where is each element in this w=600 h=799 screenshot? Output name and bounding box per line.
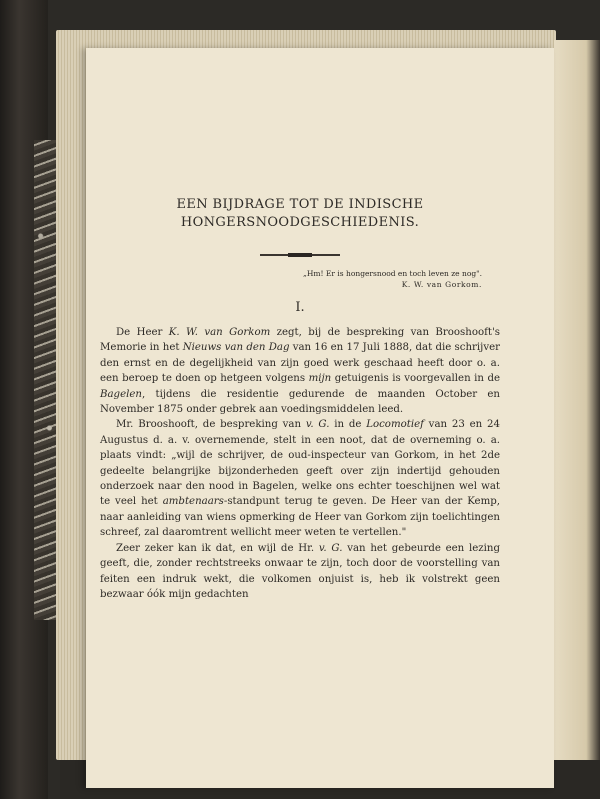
text-run: getuigenis is voorgevallen in de xyxy=(331,373,500,385)
italic-run: Bagelen xyxy=(100,388,142,400)
italic-run: K. W. van Gorkom xyxy=(168,327,271,338)
paragraph xyxy=(100,325,500,417)
epigraph-quote: „Hm! Er is hongersnood en toch leven ze nog". xyxy=(303,269,482,278)
epigraph-author: K. W. van Gorkom. xyxy=(401,280,482,289)
page-content xyxy=(100,196,500,602)
marbled-cover-edge xyxy=(34,140,56,620)
text-run: , tijdens die residentie gedurende de maanden October en November 1875 onder gebrek aan voedingsmiddelen leed. xyxy=(100,388,500,416)
paragraph xyxy=(100,541,500,603)
title-line-2: HONGERSNOODGESCHIEDENIS. xyxy=(180,215,420,230)
title-divider xyxy=(260,254,340,256)
text-run: Zeer zeker kan ik dat, en wijl de Hr. xyxy=(116,542,319,554)
epigraph xyxy=(100,268,482,290)
title-line-1: EEN BIJDRAGE TOT DE INDISCHE xyxy=(176,197,424,212)
italic-run: v. G. xyxy=(318,542,343,554)
text-run: zegt, bij de bespreking van Brooshooft's Memorie in het xyxy=(100,327,500,354)
italic-run: Nieuws van den Dag xyxy=(182,342,290,354)
text-run: De Heer xyxy=(116,327,169,338)
text-run: in de xyxy=(329,419,367,431)
italic-run: Locomotief xyxy=(366,419,424,431)
italic-run: mijn xyxy=(308,373,332,385)
article-body xyxy=(100,325,500,602)
text-run: van het gebeurde een lezing geeft, die, zonder rechtstreeks onwaar te zijn, toch door de voorstelling van feiten een indruk wekt, die volkomen onjuist is, heb ik volstrekt geen bezwaar óók mijn gedachten xyxy=(100,542,500,600)
paragraph xyxy=(100,417,500,540)
text-run: Mr. Brooshooft, de bespreking van xyxy=(116,419,306,431)
section-number: I. xyxy=(295,300,305,315)
facing-page-edge xyxy=(554,40,600,760)
italic-run: ambtenaars xyxy=(162,496,224,508)
text-run: -standpunt terug te geven. De Heer van der Kemp, naar aanleiding van wiens opmerking de Heer van Gorkom zijn toelichtingen schreef, zal daaromtrent wellicht meer weten te vertellen." xyxy=(100,496,500,539)
italic-run: v. G. xyxy=(305,419,330,431)
article-title xyxy=(100,196,500,232)
text-run: van 16 en 17 Juli 1888, dat die schrijver den ernst en de degelijkheid van zijn goed werk geschaad heeft door o. a. een beroep te doen op hetgeen volgens xyxy=(100,342,500,385)
text-run: van 23 en 24 Augustus d. a. v. overnemende, stelt in een noot, dat de overneming o. a. plaats vindt: „wijl de schrijver, de oud-inspecteur van Gorkom, in het 2de gedeelte belangrijke bijzonderheden geeft over zijn indertijd gehouden onderzoek naar den nood in Bagelen, welke ons echter toeschijnen wel wat te veel het xyxy=(100,419,500,508)
